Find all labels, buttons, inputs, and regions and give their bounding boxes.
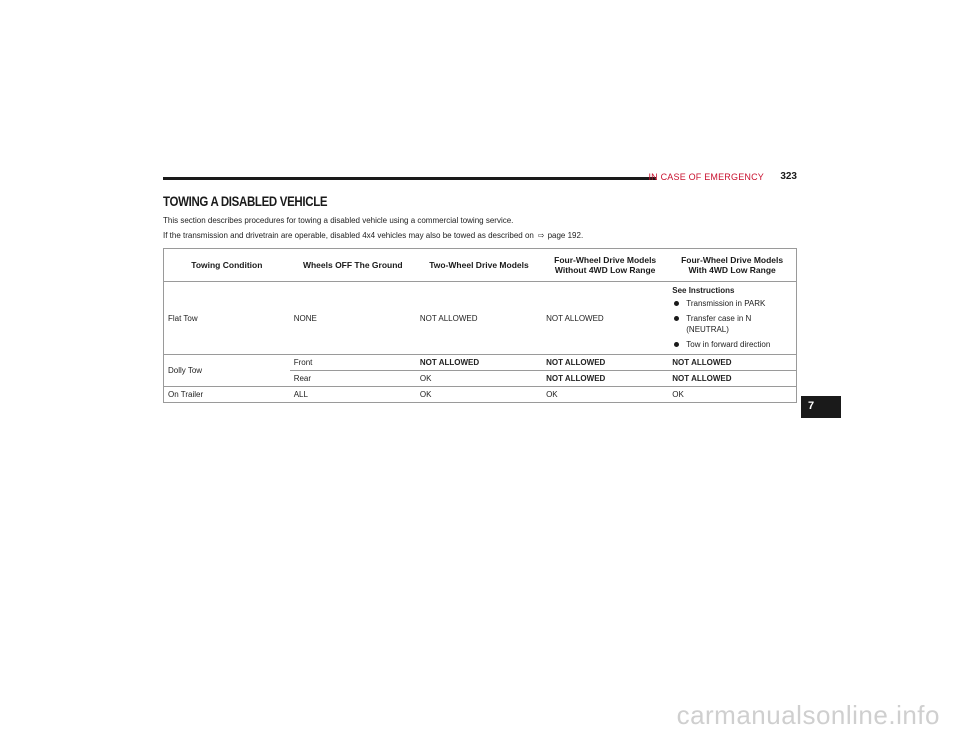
list-item: Tow in forward direction [672, 339, 792, 350]
bullet-icon [674, 342, 679, 347]
cell-condition: Dolly Tow [164, 355, 290, 387]
page-header [163, 172, 797, 184]
cell-4wd-no-low: NOT ALLOWED [542, 282, 668, 355]
reference-paragraph [163, 231, 583, 240]
watermark: carmanualsonline.info [676, 700, 940, 730]
cell-wheels: NONE [290, 282, 416, 355]
cell-two-wd: NOT ALLOWED [416, 355, 542, 371]
cell-wheels: Front [290, 355, 416, 371]
header-rule [163, 177, 656, 180]
page-number: 323 [780, 171, 797, 182]
cell-wheels: Rear [290, 371, 416, 387]
header-section-title: IN CASE OF EMERGENCY [648, 172, 764, 182]
instructions-title: See Instructions [672, 286, 735, 295]
table-row [164, 387, 797, 403]
table-row [164, 355, 797, 371]
cell-4wd-low: OK [668, 387, 796, 403]
cell-condition: On Trailer [164, 387, 290, 403]
cell-4wd-low-instructions [668, 282, 796, 355]
instructions-list [672, 298, 792, 350]
cell-two-wd: OK [416, 371, 542, 387]
cell-4wd-no-low: NOT ALLOWED [542, 355, 668, 371]
col-wheels-off-ground: Wheels OFF The Ground [290, 249, 416, 282]
cell-condition: Flat Tow [164, 282, 290, 355]
cell-wheels: ALL [290, 387, 416, 403]
col-4wd-with-low: Four-Wheel Drive Models With 4WD Low Range [668, 249, 796, 282]
bullet-icon [674, 301, 679, 306]
table-header-row [164, 249, 797, 282]
page-reference-arrow-icon: ⇨ [537, 231, 545, 240]
cell-4wd-no-low: NOT ALLOWED [542, 371, 668, 387]
cell-4wd-low: NOT ALLOWED [668, 355, 796, 371]
cell-two-wd: NOT ALLOWED [416, 282, 542, 355]
intro-paragraph: This section describes procedures for towing a disabled vehicle using a commercial towing service. [163, 216, 514, 225]
col-towing-condition: Towing Condition [164, 249, 290, 282]
bullet-icon [674, 316, 679, 321]
towing-table [163, 248, 797, 403]
list-item: Transfer case in N (NEUTRAL) [672, 313, 792, 335]
chapter-number: 7 [808, 400, 815, 412]
cell-4wd-no-low: OK [542, 387, 668, 403]
cell-4wd-low: NOT ALLOWED [668, 371, 796, 387]
reference-text: If the transmission and drivetrain are operable, disabled 4x4 vehicles may also be towed as described on [163, 231, 534, 240]
cell-two-wd: OK [416, 387, 542, 403]
chapter-tab [801, 396, 841, 418]
page-reference-link[interactable]: page 192. [547, 231, 584, 240]
col-two-wheel-drive: Two-Wheel Drive Models [416, 249, 542, 282]
col-4wd-without-low: Four-Wheel Drive Models Without 4WD Low Range [542, 249, 668, 282]
table-row [164, 282, 797, 355]
page-title: TOWING A DISABLED VEHICLE [163, 193, 328, 209]
list-item: Transmission in PARK [672, 298, 792, 309]
